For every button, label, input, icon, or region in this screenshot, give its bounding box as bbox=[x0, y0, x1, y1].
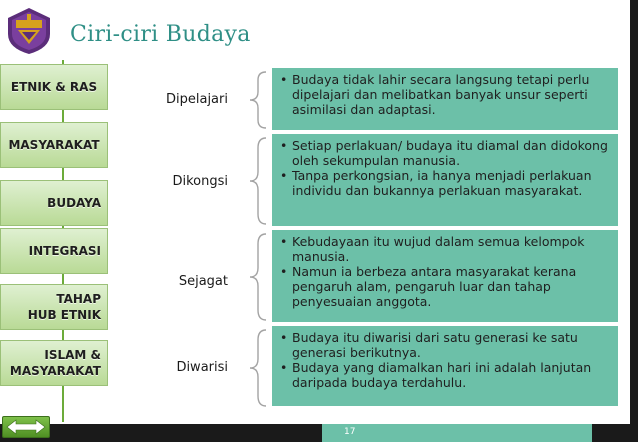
brace-icon bbox=[232, 70, 270, 130]
nav-label-line2: HUB ETNIK bbox=[27, 308, 101, 322]
brace-icon bbox=[232, 232, 270, 322]
content-box-diwarisi bbox=[272, 326, 618, 406]
bullet-item: • Budaya itu diwarisi dari satu generasi ke satu generasi berikutnya. bbox=[280, 330, 612, 360]
nav-button-label: MASYARAKAT bbox=[8, 137, 100, 152]
left-right-arrow-icon bbox=[3, 417, 49, 437]
row-label-sejagat: Sejagat bbox=[178, 274, 228, 289]
row-label-dikongsi: Dikongsi bbox=[172, 174, 228, 189]
page-number: 17 bbox=[322, 424, 592, 442]
nav-button-budaya[interactable] bbox=[0, 180, 108, 226]
nav-button-label: ETNIK & RAS bbox=[10, 79, 98, 94]
content-box-dipelajari bbox=[272, 68, 618, 130]
university-crest-icon bbox=[4, 6, 54, 56]
nav-button-label: BUDAYA bbox=[47, 195, 101, 210]
nav-label-line1: TAHAP bbox=[56, 291, 101, 306]
brace-icon bbox=[232, 136, 270, 226]
nav-button-tahap-hub-etnik[interactable] bbox=[0, 284, 108, 330]
bullet-item: • Kebudayaan itu wujud dalam semua kelompok manusia. bbox=[280, 234, 612, 264]
bullet-item: • Budaya tidak lahir secara langsung tetapi perlu dipelajari dan melibatkan banyak unsur seperti asimilasi dan adaptasi. bbox=[280, 72, 612, 117]
slide-title: Ciri-ciri Budaya bbox=[70, 22, 251, 47]
row-label-dipelajari: Dipelajari bbox=[166, 92, 228, 107]
nav-button-label: INTEGRASI bbox=[28, 243, 101, 258]
nav-button-etnik-ras[interactable] bbox=[0, 64, 108, 110]
bullet-item: • Setiap perlakuan/ budaya itu diamal dan didokong oleh sekumpulan manusia. bbox=[280, 138, 612, 168]
row-label-diwarisi: Diwarisi bbox=[176, 360, 228, 375]
content-box-dikongsi bbox=[272, 134, 618, 226]
brace-icon bbox=[232, 328, 270, 408]
nav-button-islam-masyarakat[interactable] bbox=[0, 340, 108, 386]
right-stripe bbox=[630, 0, 638, 442]
bullet-item: • Namun ia berbeza antara masyarakat kerana pengaruh alam, pengaruh luar dan tahap penyesuaian anggota. bbox=[280, 264, 612, 309]
nav-label-line2: MASYARAKAT bbox=[9, 364, 101, 378]
bullet-item: • Tanpa perkongsian, ia hanya menjadi perlakuan individu dan bukannya perlakuan masyarakat. bbox=[280, 168, 612, 198]
nav-arrows-button[interactable] bbox=[2, 416, 50, 438]
nav-button-label bbox=[10, 347, 101, 379]
content-box-sejagat bbox=[272, 230, 618, 322]
nav-button-masyarakat[interactable] bbox=[0, 122, 108, 168]
nav-button-label bbox=[28, 291, 101, 323]
nav-button-integrasi[interactable] bbox=[0, 228, 108, 274]
bullet-item: • Budaya yang diamalkan hari ini adalah lanjutan daripada budaya terdahulu. bbox=[280, 360, 612, 390]
nav-label-line1: ISLAM & bbox=[44, 347, 101, 362]
